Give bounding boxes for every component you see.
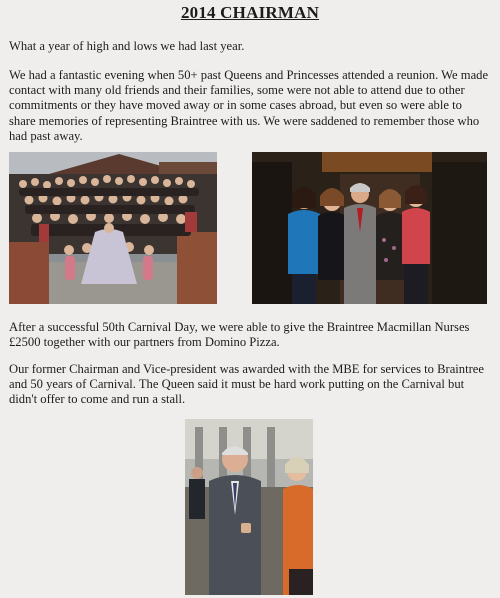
reunion-group-photo [9,152,217,304]
page-title: 2014 CHAIRMAN [180,3,320,22]
five-people-photo [252,152,487,304]
donation-paragraph: After a successful 50th Carnival Day, we were able to give the Braintree Macmillan Nurses £2500 together with our partners from Domino Pizza. [9,320,470,350]
reunion-paragraph: We had a fantastic evening when 50+ past Queens and Princesses attended a reunion. We made contact with many old friends and their families, some were not able to attend due to other commitments or they have moved away or in some cases abroad, but even so were able to share memories of representing Braintree with us. We were saddened to remember those who had past away. [9,68,489,143]
mbe-paragraph: Our former Chairman and Vice-president was awarded with the MBE for services to Braintree and 50 years of Carnival. The Queen said it must be hard work putting on the Carnival but didn't offer to come and run a stall. [9,362,484,407]
mbe-recipient-photo [185,419,313,595]
intro-paragraph: What a year of high and lows we had last year. [9,39,245,53]
